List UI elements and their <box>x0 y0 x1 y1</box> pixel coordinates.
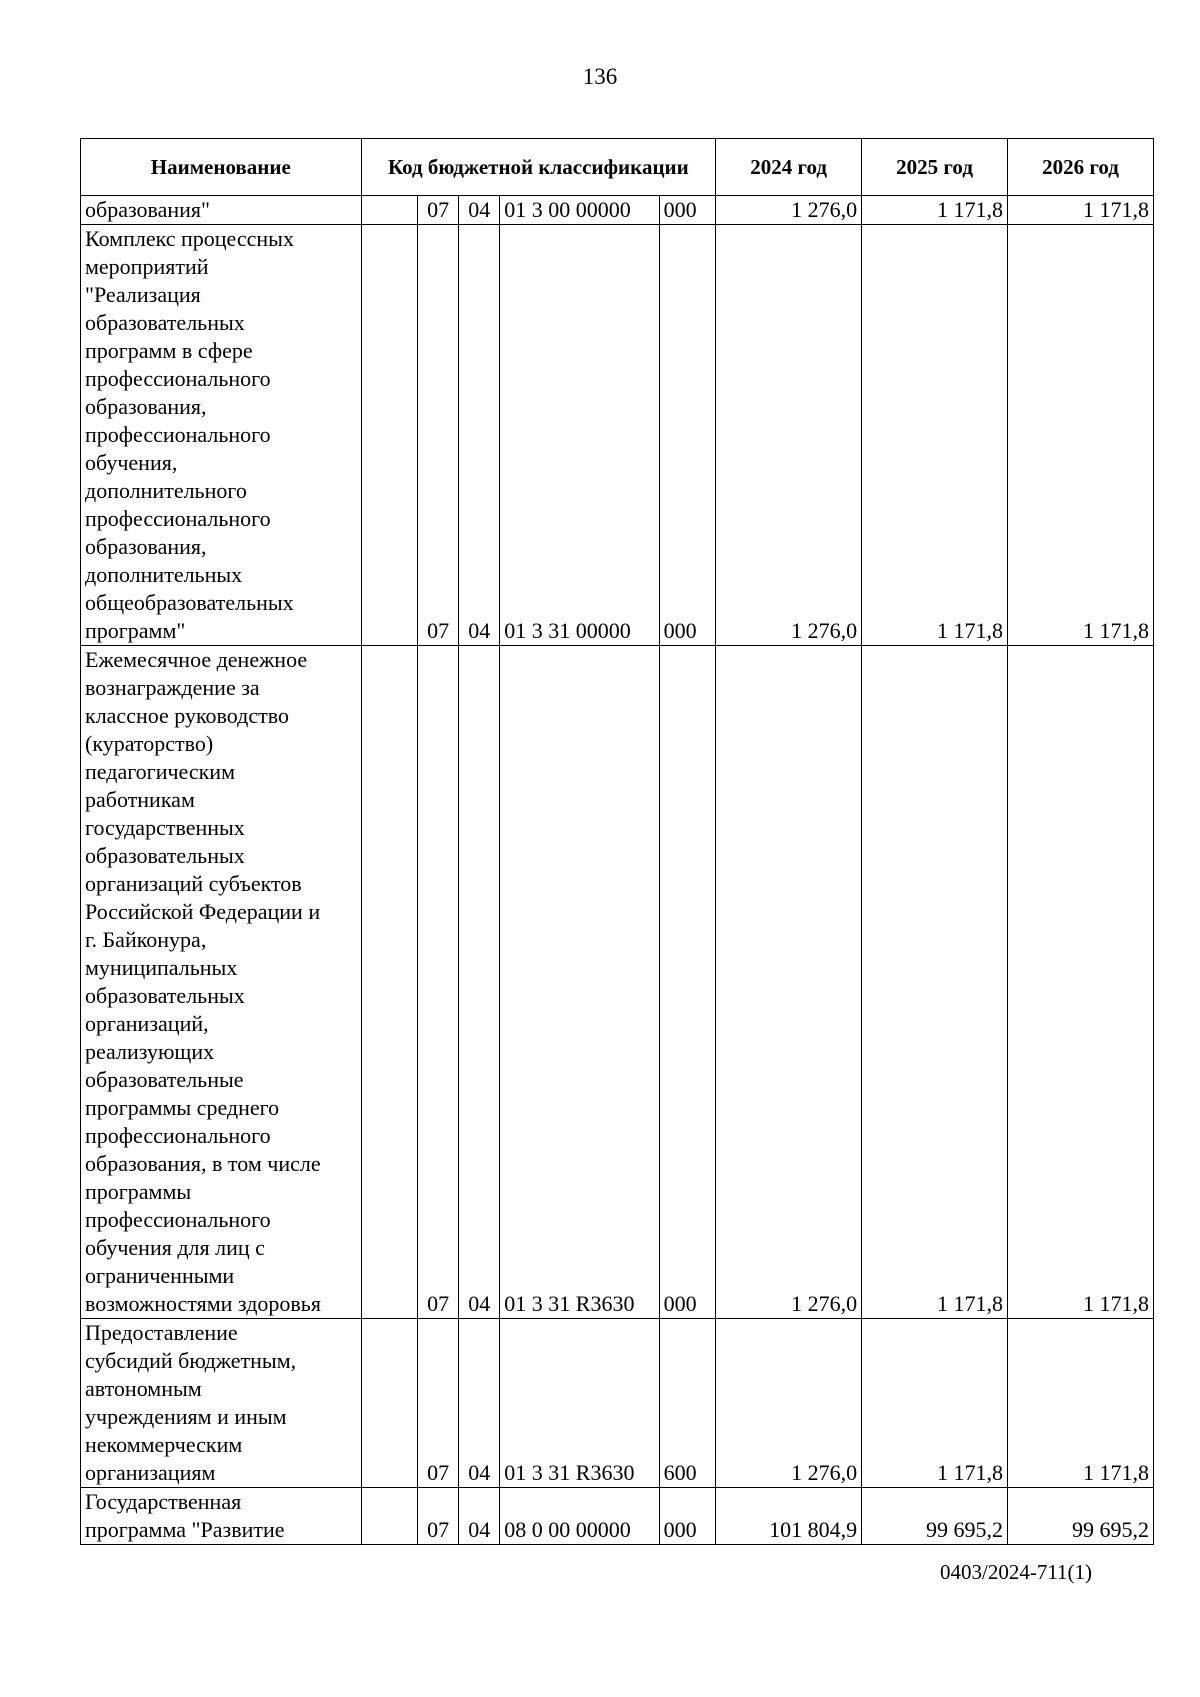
table-body <box>81 196 1154 1545</box>
row-razdel: 07 <box>418 646 459 1319</box>
header-2024: 2024 год <box>716 139 862 196</box>
row-podrazdel: 04 <box>459 196 500 225</box>
row-vr: 000 <box>659 646 716 1319</box>
row-name: Предоставление субсидий бюджетным, автономным учреждениям и иным некоммерческим организациям <box>81 1319 362 1488</box>
header-name: Наименование <box>81 139 362 196</box>
table-row <box>81 1319 1154 1488</box>
row-name: Ежемесячное денежное вознаграждение за классное руководство (кураторство) педагогическим работникам государственных образовательных организаций субъектов Российской Федерации и г. Байконура, муниципальных образовательных организаций, реализующих образовательные программы среднего профессионального образования, в том числе программы профессионального обучения для лиц с ограниченными возможностями здоровья <box>81 646 362 1319</box>
row-2026: 1 171,8 <box>1008 646 1154 1319</box>
row-name: Государственная программа "Развитие <box>81 1488 362 1545</box>
row-target: 01 3 00 00000 <box>500 196 659 225</box>
document-code: 0403/2024-711(1) <box>940 1560 1093 1584</box>
row-2025: 1 171,8 <box>862 196 1008 225</box>
row-podrazdel: 04 <box>459 1488 500 1545</box>
row-2026: 1 171,8 <box>1008 196 1154 225</box>
row-2024: 1 276,0 <box>716 225 862 646</box>
row-name: Комплекс процессных мероприятий "Реализация образовательных программ в сфере профессионального образования, профессионального обучения, дополнительного профессионального образования, дополнительных общеобразовательных программ" <box>81 225 362 646</box>
row-vr: 000 <box>659 196 716 225</box>
row-2024: 1 276,0 <box>716 646 862 1319</box>
row-podrazdel: 04 <box>459 1319 500 1488</box>
row-2026: 1 171,8 <box>1008 1319 1154 1488</box>
row-ministry <box>361 646 418 1319</box>
budget-table <box>80 138 1154 1545</box>
row-2025: 1 171,8 <box>862 225 1008 646</box>
row-target: 01 3 31 00000 <box>500 225 659 646</box>
row-2026: 1 171,8 <box>1008 225 1154 646</box>
row-vr: 600 <box>659 1319 716 1488</box>
header-2026: 2026 год <box>1008 139 1154 196</box>
row-ministry <box>361 196 418 225</box>
row-target: 08 0 00 00000 <box>500 1488 659 1545</box>
row-2026: 99 695,2 <box>1008 1488 1154 1545</box>
row-podrazdel: 04 <box>459 646 500 1319</box>
row-podrazdel: 04 <box>459 225 500 646</box>
row-razdel: 07 <box>418 225 459 646</box>
row-ministry <box>361 1319 418 1488</box>
row-target: 01 3 31 R3630 <box>500 1319 659 1488</box>
header-2025: 2025 год <box>862 139 1008 196</box>
row-ministry <box>361 1488 418 1545</box>
row-vr: 000 <box>659 225 716 646</box>
row-2024: 1 276,0 <box>716 196 862 225</box>
row-razdel: 07 <box>418 196 459 225</box>
table-row <box>81 646 1154 1319</box>
row-razdel: 07 <box>418 1319 459 1488</box>
row-2025: 99 695,2 <box>862 1488 1008 1545</box>
table-row <box>81 196 1154 225</box>
row-ministry <box>361 225 418 646</box>
row-2024: 101 804,9 <box>716 1488 862 1545</box>
table-row <box>81 1488 1154 1545</box>
row-2025: 1 171,8 <box>862 1319 1008 1488</box>
table-header-row <box>81 139 1154 196</box>
header-code: Код бюджетной классификации <box>361 139 716 196</box>
row-name: образования" <box>81 196 362 225</box>
page-number: 136 <box>582 64 618 89</box>
row-target: 01 3 31 R3630 <box>500 646 659 1319</box>
row-2024: 1 276,0 <box>716 1319 862 1488</box>
row-2025: 1 171,8 <box>862 646 1008 1319</box>
table-row <box>81 225 1154 646</box>
row-vr: 000 <box>659 1488 716 1545</box>
row-razdel: 07 <box>418 1488 459 1545</box>
